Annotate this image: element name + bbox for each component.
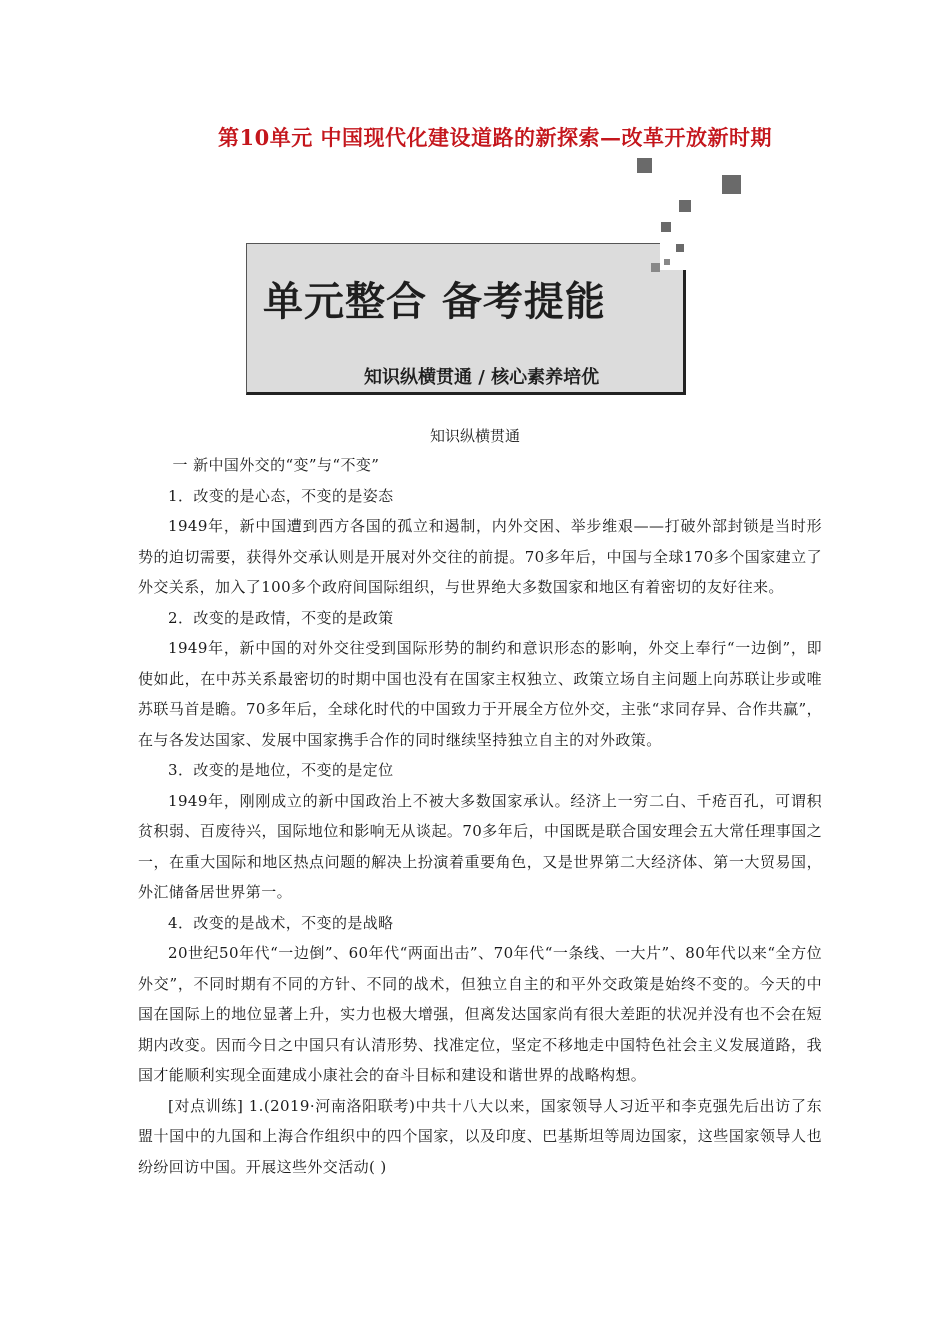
decorative-square xyxy=(664,259,670,265)
banner-title: 单元整合 备考提能 xyxy=(263,279,606,325)
decorative-square xyxy=(651,263,660,272)
decorative-square xyxy=(661,222,671,232)
paragraph: 1949年，新中国遭到西方各国的孤立和遏制，内外交困、举步维艰——打破外部封锁是当时形势的迫切需要，获得外交承认则是开展对外交往的前提。70多年后，中国与全球170多个国家建立了外交关系，加入了100多个政府间国际组织，与世界绝大多数国家和地区有着密切的友好往来。 xyxy=(138,517,822,596)
decorative-square xyxy=(722,175,741,194)
paragraph: 1949年，刚刚成立的新中国政治上不被大多数国家承认。经济上一穷二白、千疮百孔，可谓积贫积弱、百废待兴，国际地位和影响无从谈起。70多年后，中国既是联合国安理会五大常任理事国之一，在重大国际和地区热点问题的解决上扮演着重要角色，又是世界第二大经济体、第一大贸易国，外汇储备居世界第一。 xyxy=(138,791,822,901)
decorative-square xyxy=(679,200,691,212)
paragraph: 1949年，新中国的对外交往受到国际形势的制约和意识形态的影响，外交上奉行“一边倒”，即使如此，在中苏关系最密切的时期中国也没有在国家主权独立、政策立场自主问题上向苏联让步或唯苏联马首是瞻。70多年后，全球化时代的中国致力于开展全方位外交，主张“求同存异、合作共赢”，在与各发达国家、发展中国家携手合作的同时继续坚持独立自主的对外政策。 xyxy=(138,639,822,749)
banner-subtitle: 知识纵横贯通 / 核心素养培优 xyxy=(364,367,600,388)
paragraph: 20世纪50年代“一边倒”、60年代“两面出击”、70年代“一条线、一大片”、80年代以来“全方位外交”，不同时期有不同的方针、不同的战术，但独立自主的和平外交政策是始终不变的。今天的中国在国际上的地位显著上升，实力也极大增强，但离发达国家尚有很大差距的状况并没有也不会在短期内改变。因而今日之中国只有认清形势、找准定位，坚定不移地走中国特色社会主义发展道路，我国才能顺利实现全面建成小康社会的奋斗目标和建设和谐世界的战略构想。 xyxy=(138,944,822,1084)
decorative-square xyxy=(637,158,652,173)
exercise-question: [对点训练] 1.(2019·河南洛阳联考)中共十八大以来，国家领导人习近平和李克强先后出访了东盟十国中的九国和上海合作组织中的四个国家，以及印度、巴基斯坦等周边国家，这些国家领导人也纷纷回访中国。开展这些外交活动( ) xyxy=(138,1096,822,1176)
subsection-heading: 3．改变的是地位，不变的是定位 xyxy=(168,761,394,779)
decorative-square xyxy=(676,244,684,252)
unit-title: 第10单元 中国现代化建设道路的新探索—改革开放新时期 xyxy=(217,125,773,150)
subsection-heading: 1．改变的是心态，不变的是姿态 xyxy=(168,486,394,505)
part-heading: 一 新中国外交的“变”与“不变” xyxy=(172,456,380,474)
section-heading: 知识纵横贯通 xyxy=(429,427,520,445)
subsection-heading: 4．改变的是战术，不变的是战略 xyxy=(168,913,394,932)
document-body xyxy=(138,450,822,1182)
subsection-heading: 2．改变的是政情，不变的是政策 xyxy=(168,608,394,627)
